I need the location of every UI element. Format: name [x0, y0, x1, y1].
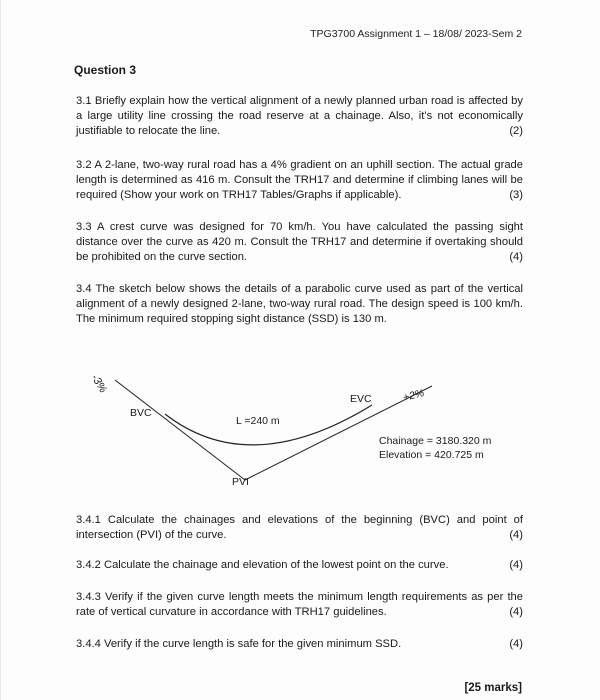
- question-title: Question 3: [74, 63, 137, 77]
- question-3-4-2-marks: (4): [509, 559, 523, 571]
- question-3-4-2: [76, 558, 523, 573]
- total-marks: [25 marks]: [464, 682, 522, 694]
- question-3-4-2-text: 3.4.2 Calculate the chainage and elevation of the lowest point on the curve.: [76, 559, 449, 571]
- chainage-label: Chainage = 3180.320 m: [379, 435, 492, 447]
- question-3-4-4-marks: (4): [509, 638, 523, 650]
- question-3-4-3-text: 3.4.3 Verify if the given curve length meets the minimum length requirements as per the rate of vertical curvature in accordance with TRH17 guidelines.: [76, 591, 523, 618]
- incoming-grade-line: [115, 380, 245, 480]
- bvc-label: BVC: [130, 407, 152, 419]
- question-3-4-3-marks: (4): [509, 606, 523, 618]
- vertical-curve-sketch: [0, 360, 600, 500]
- pvi-label: PVI: [232, 476, 249, 488]
- document-header: TPG3700 Assignment 1 – 18/08/ 2023-Sem 2: [310, 28, 522, 40]
- question-3-4: [76, 282, 523, 327]
- grade-in-label: -3%: [88, 372, 109, 396]
- question-3-1: [76, 94, 523, 139]
- question-3-2-text: 3.2 A 2-lane, two-way rural road has a 4% gradient on an uphill section. The actual grade length is determined as 416 m. Consult the TRH17 and determine if climbing lanes will be required (Show your work on TRH17 Tables/Graphs if applicable).: [76, 159, 523, 201]
- evc-label: EVC: [350, 393, 372, 405]
- question-3-4-4-text: 3.4.4 Verify if the curve length is safe for the given minimum SSD.: [76, 638, 402, 650]
- question-3-4-1-text: 3.4.1 Calculate the chainages and elevations of the beginning (BVC) and point of intersection (PVI) of the curve.: [76, 514, 523, 541]
- question-3-4-3: [76, 590, 523, 620]
- question-3-2-marks: (3): [509, 189, 523, 201]
- length-label: L =240 m: [236, 415, 280, 427]
- question-3-4-4: [76, 637, 523, 652]
- elevation-label: Elevation = 420.725 m: [379, 449, 484, 461]
- grade-out-label: +2%: [401, 387, 426, 404]
- question-3-3: [76, 220, 523, 265]
- question-3-3-text: 3.3 A crest curve was designed for 70 km/h. You have calculated the passing sight distance over the curve as 420 m. Consult the TRH17 and determine if overtaking should be prohibited on the curve section.: [76, 221, 523, 263]
- question-3-4-text: 3.4 The sketch below shows the details of a parabolic curve used as part of the vertical alignment of a newly designed 2-lane, two-way rural road. The design speed is 100 km/h. The minimum required stopping sight distance (SSD) is 130 m.: [76, 283, 523, 325]
- question-3-2: [76, 158, 523, 203]
- question-3-3-marks: (4): [509, 251, 523, 263]
- question-3-4-1: [76, 513, 523, 543]
- question-3-1-text: 3.1 Briefly explain how the vertical alignment of a newly planned urban road is affected by a large utility line crossing the road reserve at a chainage. Also, it’s not economically justifiable to relocate the line.: [76, 95, 523, 137]
- question-3-1-marks: (2): [509, 125, 523, 137]
- question-3-4-1-marks: (4): [509, 529, 523, 541]
